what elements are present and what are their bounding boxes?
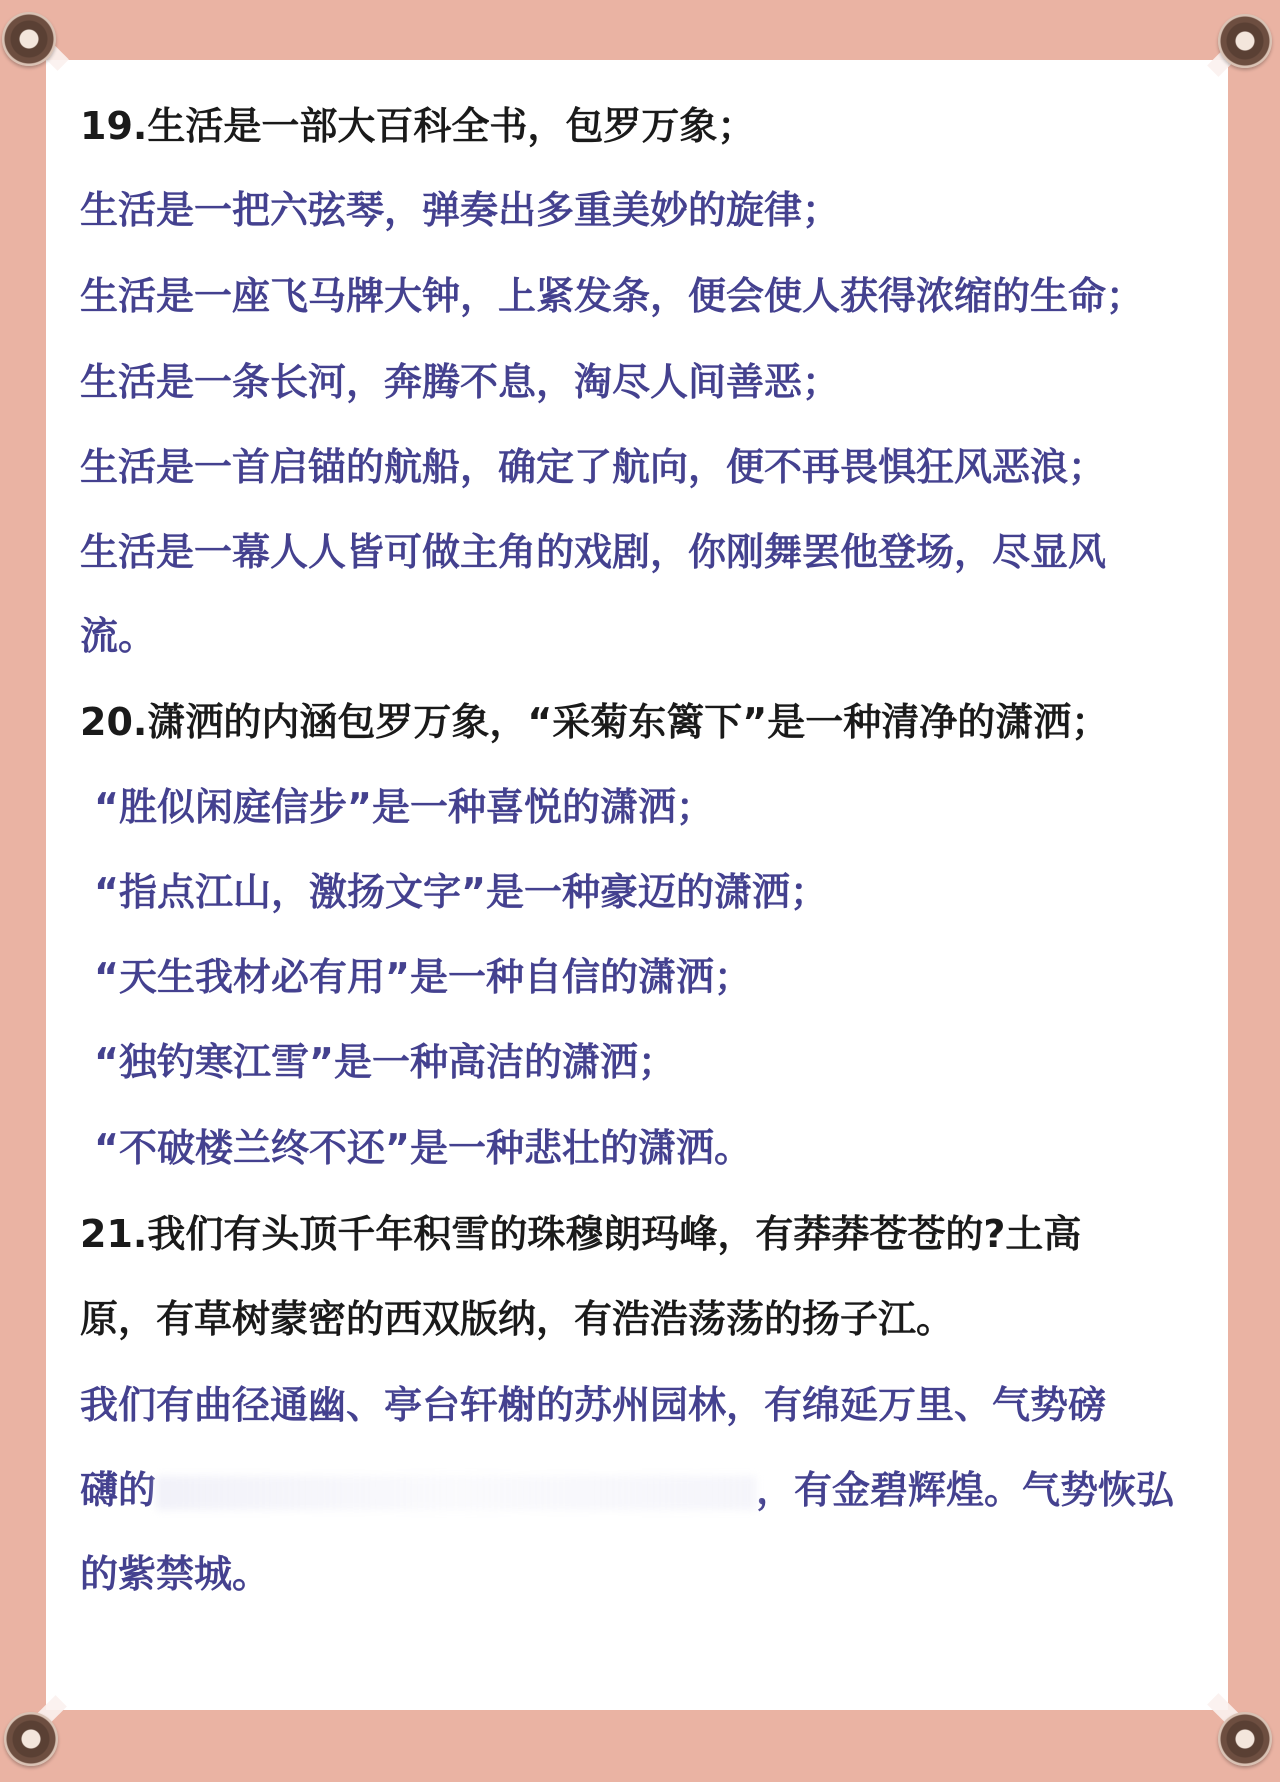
item-20-line: “胜似闲庭信步”是一种喜悦的潇洒； <box>94 785 714 829</box>
pushpin-icon <box>4 1712 58 1766</box>
item-19-line: 流。 <box>80 614 157 658</box>
item-19-line: 生活是一把六弦琴，弹奏出多重美妙的旋律； <box>80 188 841 232</box>
item-20-heading: 20.潇洒的内涵包罗万象，“采菊东篱下”是一种清净的潇洒； <box>80 700 1110 744</box>
item-20-line: “独钓寒江雪”是一种高洁的潇洒； <box>94 1040 676 1084</box>
item-21-line-start: 礴的 <box>80 1468 157 1512</box>
item-21-line: 的紫禁城。 <box>80 1552 271 1596</box>
item-21-line-end: ，有金碧辉煌。气势恢弘 <box>756 1468 1175 1512</box>
item-20-line: “天生我材必有用”是一种自信的潇洒； <box>94 955 752 999</box>
pushpin-icon <box>1218 1712 1272 1766</box>
item-19-line: 生活是一幕人人皆可做主角的戏剧，你刚舞罢他登场，尽显风 <box>80 530 1107 574</box>
item-20-line: “指点江山，激扬文字”是一种豪迈的潇洒； <box>94 870 828 914</box>
item-19-line: 生活是一首启锚的航船，确定了航向，便不再畏惧狂风恶浪； <box>80 445 1107 489</box>
item-19-line: 生活是一条长河，奔腾不息，淘尽人间善恶； <box>80 360 841 404</box>
pushpin-icon <box>2 12 56 66</box>
pushpin-icon <box>1218 14 1272 68</box>
blurred-region <box>156 1476 756 1510</box>
item-21-heading: 21.我们有头顶千年积雪的珠穆朗玛峰，有莽莽苍苍的?土高 <box>80 1212 1082 1256</box>
item-21-heading: 原，有草树蒙密的西双版纳，有浩浩荡荡的扬子江。 <box>80 1297 955 1341</box>
item-21-line: 我们有曲径通幽、亭台轩榭的苏州园林，有绵延万里、气势磅 <box>80 1383 1107 1427</box>
item-19-line: 生活是一座飞马牌大钟，上紧发条，便会使人获得浓缩的生命； <box>80 274 1145 318</box>
item-20-line: “不破楼兰终不还”是一种悲壮的潇洒。 <box>94 1126 752 1170</box>
item-19-heading: 19.生活是一部大百科全书，包罗万象； <box>80 104 756 148</box>
item-21-line-with-redaction <box>80 1466 1174 1514</box>
